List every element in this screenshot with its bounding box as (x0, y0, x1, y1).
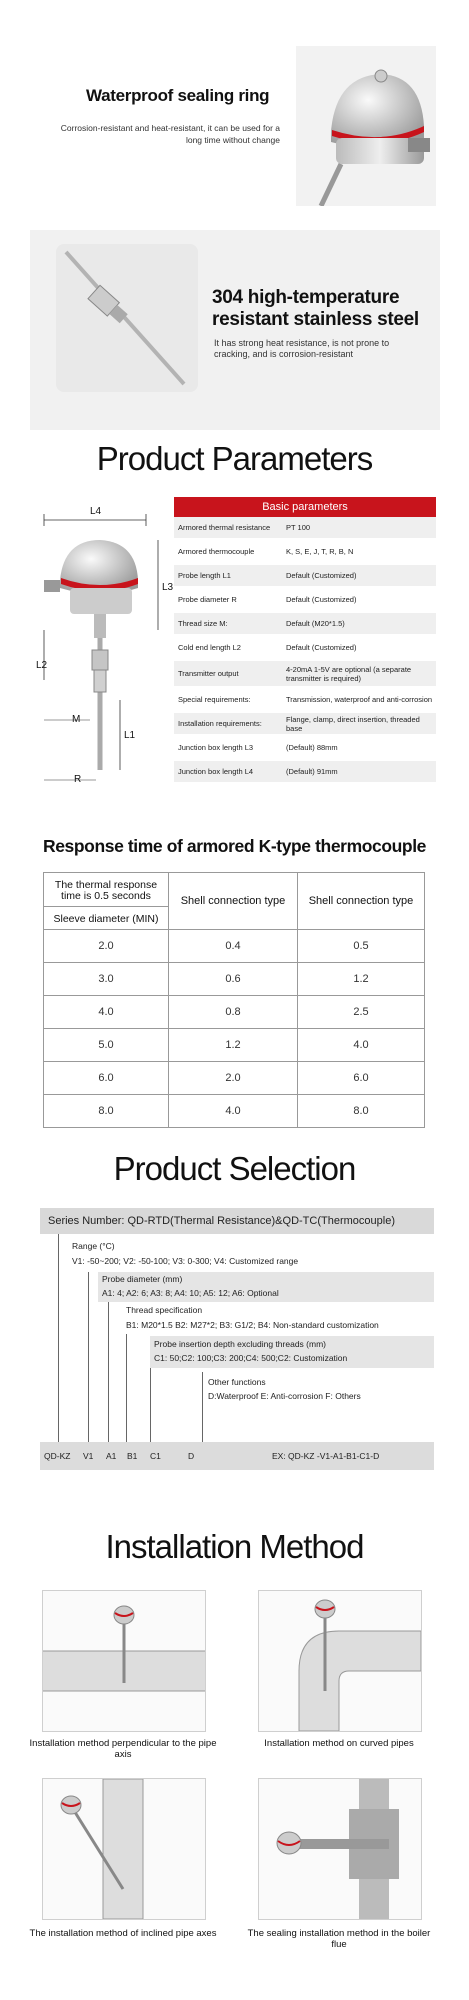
cell: 0.4 (169, 930, 298, 963)
install-inclined-image (42, 1778, 206, 1920)
leader-line (202, 1372, 203, 1442)
install-boiler-image (258, 1778, 422, 1920)
depth-box (150, 1336, 434, 1368)
cell: 1.2 (169, 1029, 298, 1062)
basic-params-header: Basic parameters (174, 497, 436, 517)
thread-title: Thread specification (126, 1305, 203, 1315)
dim-r: R (74, 774, 82, 785)
response-table (43, 872, 425, 1128)
col-header: Shell connection type (169, 873, 298, 930)
leader-line (108, 1286, 109, 1442)
install-curved-image (258, 1590, 422, 1732)
leader-line (88, 1262, 89, 1442)
cell: 0.6 (169, 963, 298, 996)
param-value: PT 100 (286, 523, 311, 532)
corner-top: The thermal response time is 0.5 seconds (44, 878, 168, 907)
install-caption-2: Installation method on curved pipes (264, 1738, 414, 1749)
col-header: Shell connection type (298, 873, 425, 930)
code-series: QD-KZ (44, 1451, 71, 1461)
cell: 8.0 (298, 1095, 425, 1128)
cell: 4.0 (44, 996, 169, 1029)
param-row (174, 589, 436, 610)
code-thread: B1 (127, 1451, 138, 1461)
cell: 0.5 (298, 930, 425, 963)
param-key: Cold end length L2 (178, 643, 241, 652)
table-row (44, 930, 425, 963)
param-value: (Default) 88mm (286, 743, 338, 752)
table-row (44, 996, 425, 1029)
param-key: Installation requirements: (178, 719, 262, 728)
response-heading: Response time of armored K-type thermocouple (42, 836, 427, 856)
cell: 2.0 (44, 930, 169, 963)
probe-title: Probe diameter (mm) (102, 1274, 183, 1284)
cell: 2.5 (298, 996, 425, 1029)
param-value: Default (Customized) (286, 595, 357, 604)
param-key: Junction box length L3 (178, 743, 254, 752)
param-key: Thread size M: (178, 619, 228, 628)
junction-box-photo (296, 46, 436, 206)
param-row (174, 761, 436, 782)
probe-diameter-box (98, 1272, 434, 1302)
install-caption-3: The installation method of inclined pipe axes (29, 1928, 217, 1939)
param-row (174, 613, 436, 634)
param-value: Transmission, waterproof and anti-corrosion (286, 695, 433, 704)
dim-m: M (72, 714, 81, 725)
param-value: Default (Customized) (286, 643, 357, 652)
table-row (44, 963, 425, 996)
param-value: Flange, clamp, direct insertion, threaded base (286, 714, 420, 733)
table-row (44, 1095, 425, 1128)
param-row (174, 565, 436, 586)
leader-line (58, 1234, 59, 1442)
dim-l3: L3 (162, 582, 174, 593)
example-code: EX: QD-KZ -V1-A1-B1-C1-D (272, 1451, 380, 1461)
feature2-title (212, 287, 419, 331)
feature1-title: Waterproof sealing ring (86, 86, 270, 105)
params-heading: Product Parameters (96, 440, 373, 477)
code-probe: A1 (106, 1451, 117, 1461)
thread-values: B1: M20*1.5 B2: M27*2; B3: G1/2; B4: Non-standard customization (126, 1320, 379, 1330)
selection-heading: Product Selection (113, 1150, 356, 1187)
install-perpendicular-image (42, 1590, 206, 1732)
code-depth: C1 (150, 1451, 161, 1461)
param-row (174, 713, 436, 734)
table-row (44, 1029, 425, 1062)
series-number-bar: Series Number: QD-RTD(Thermal Resistance)&QD-TC(Thermocouple) (40, 1208, 434, 1234)
other-functions-box (204, 1374, 434, 1408)
feature2-title-line1: 304 high-temperature (212, 287, 400, 308)
dim-l4: L4 (90, 506, 102, 517)
param-value: (Default) 91mm (286, 767, 338, 776)
cell: 2.0 (169, 1062, 298, 1095)
probe-values: A1: 4; A2: 6; A3: 8; A4: 10; A5: 12; A6: Optional (102, 1288, 279, 1298)
param-row (174, 737, 436, 758)
depth-title: Probe insertion depth excluding threads (mm) (154, 1339, 326, 1349)
cell: 0.8 (169, 996, 298, 1029)
range-box (68, 1238, 434, 1272)
dimension-diagram (36, 500, 174, 790)
code-function: D (188, 1451, 195, 1461)
other-values: D:Waterproof E: Anti-corrosion F: Others (208, 1391, 361, 1401)
other-title: Other functions (208, 1377, 266, 1387)
param-row (174, 517, 436, 538)
table-row (44, 1062, 425, 1095)
param-key: Special requirements: (178, 695, 251, 704)
param-row (174, 689, 436, 710)
install-caption-1: Installation method perpendicular to the pipe axis (29, 1738, 217, 1760)
param-key: Armored thermal resistance (178, 523, 271, 532)
param-value: Default (Customized) (286, 571, 357, 580)
depth-values: C1: 50;C2: 100;C3: 200;C4: 500;C2: Customization (154, 1353, 348, 1363)
corner-bottom: Sleeve diameter (MIN) (53, 912, 159, 925)
install-heading: Installation Method (105, 1528, 364, 1565)
cell: 6.0 (298, 1062, 425, 1095)
stainless-probe-photo (56, 244, 198, 392)
param-row (174, 541, 436, 562)
param-key: Probe length L1 (178, 571, 231, 580)
param-row (174, 637, 436, 658)
param-value: Default (M20*1.5) (286, 619, 345, 628)
dim-l1: L1 (124, 730, 136, 741)
param-key: Transmitter output (178, 669, 239, 678)
thread-box (122, 1302, 434, 1334)
range-values: V1: -50~200; V2: -50-100; V3: 0-300; V4: Customized range (72, 1256, 299, 1266)
param-key: Junction box length L4 (178, 767, 254, 776)
install-caption-4: The sealing installation method in the boiler flue (247, 1928, 431, 1950)
param-row (174, 661, 436, 686)
cell: 3.0 (44, 963, 169, 996)
cell: 4.0 (169, 1095, 298, 1128)
cell: 8.0 (44, 1095, 169, 1128)
feature2-title-line2: resistant stainless steel (212, 309, 419, 330)
cell: 1.2 (298, 963, 425, 996)
dim-l2: L2 (36, 660, 48, 671)
feature2-description: It has strong heat resistance, is not prone to cracking, and is corrosion-resistant (214, 338, 390, 359)
feature1-description: Corrosion-resistant and heat-resistant, it can be used for a long time without change (60, 123, 280, 145)
cell: 6.0 (44, 1062, 169, 1095)
table-row (44, 873, 425, 930)
code-bar (40, 1442, 434, 1470)
cell: 4.0 (298, 1029, 425, 1062)
param-key: Armored thermocouple (178, 547, 255, 556)
code-range: V1 (83, 1451, 94, 1461)
range-title: Range (°C) (72, 1241, 115, 1251)
param-value: K, S, E, J, T, R, B, N (286, 547, 354, 556)
param-value: 4-20mA 1-5V are optional (a separate transmitter is required) (286, 664, 412, 683)
param-key: Probe diameter R (178, 595, 237, 604)
corner-cell (44, 873, 169, 930)
cell: 5.0 (44, 1029, 169, 1062)
